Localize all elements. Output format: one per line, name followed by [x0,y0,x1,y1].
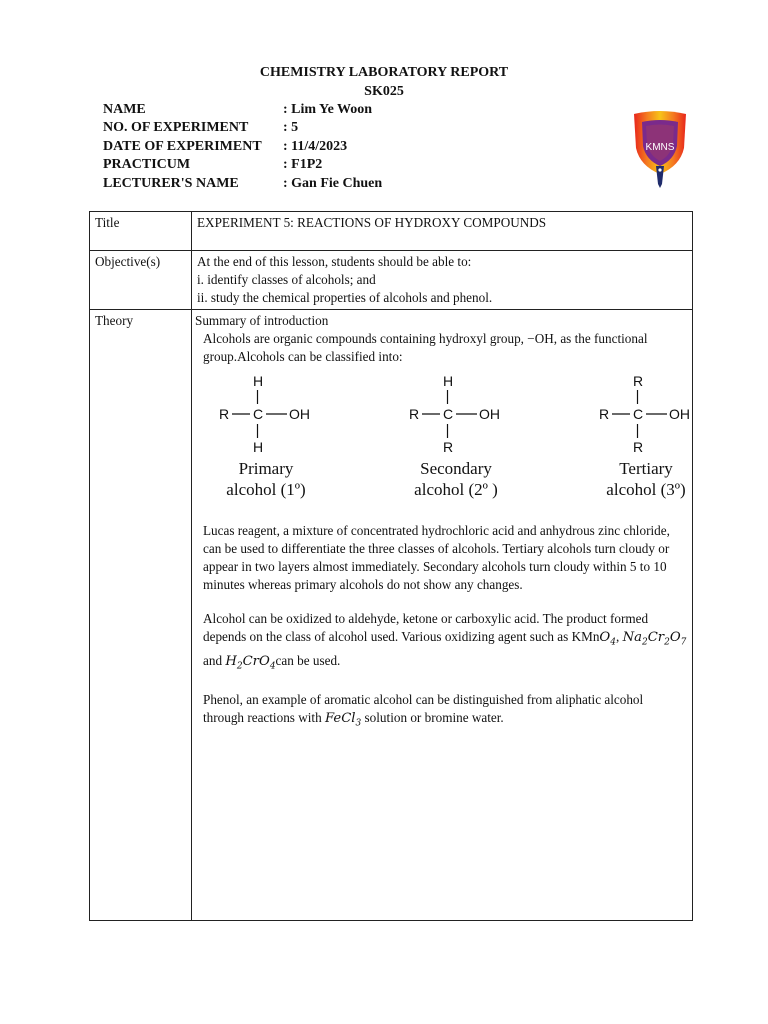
oxidation-paragraph: Alcohol can be oxidized to aldehyde, ketone or carboxylic acid. The product formed depends on the class of alcohol used. Various oxidizing agent such as KMnO$_4$, $Na_2Cr_2O_7$ and $H_2CrO_4can$ be used. [203,611,687,672]
objective-line: ii. study the chemical properties of alcohols and phenol. [197,290,493,305]
secondary-alcohol-diagram [401,372,511,458]
objective-line: At the end of this lesson, students should be able to: [197,254,472,269]
svg-text:OH: OH [669,406,690,422]
info-row-lecturer: LECTURER'S NAME : Gan Fie Chuen [103,175,383,191]
tertiary-alcohol-structure: R R C OH R Tertiary alcohol (3º) [591,372,741,500]
svg-text:R: R [409,406,420,422]
svg-text:H: H [253,439,264,455]
kmns-shield-icon [632,110,688,190]
info-row-name: NAME : Lim Ye Woon [103,102,373,117]
report-table [89,211,693,921]
theory-label: Theory [90,310,192,921]
alcohol-structures [203,372,690,522]
title-label: Title [90,212,192,251]
svg-text:H: H [253,373,264,389]
svg-text:C: C [253,406,264,422]
report-title: CHEMISTRY LABORATORY REPORT [259,65,509,80]
logo-text: KMNS [645,142,675,153]
svg-text:OH: OH [289,406,310,422]
svg-text:R: R [443,439,454,455]
svg-text:C: C [443,406,454,422]
row-title [90,212,693,251]
svg-text:R: R [219,406,230,422]
student-info [103,101,382,193]
theory-intro: Alcohols are organic compounds containing hydroxyl group, −OH, as the functional group.Alcohols can be classified into: [203,331,648,364]
objective-line: i. identify classes of alcohols; and [197,272,376,287]
svg-text:H: H [443,373,454,389]
primary-alcohol-structure: H R C OH H Primary alcohol (1º) [211,372,361,500]
title-value: EXPERIMENT 5: REACTIONS OF HYDROXY COMPOUNDS [192,212,693,251]
svg-text:R: R [633,373,644,389]
row-theory [90,310,693,921]
info-row-experiment: NO. OF EXPERIMENT : 5 [103,120,299,136]
row-objectives [90,251,693,310]
course-code: SK025 [364,84,404,99]
svg-text:R: R [633,439,644,455]
svg-text:R: R [599,406,610,422]
lucas-paragraph: Lucas reagent, a mixture of concentrated hydrochloric acid and anhydrous zinc chloride, can be used to differentiate the three classes of alcohols. Tertiary alcohols turn cloudy or appear in two layers almost immediately. Secondary alcohols turn cloudy within 5 to 10 minutes whereas primary alcohols do not show any changes. [203,523,670,592]
secondary-alcohol-structure: H R C OH R Secondary alcohol (2º ) [401,372,551,500]
primary-alcohol-diagram [211,372,321,458]
tertiary-alcohol-diagram [591,372,701,458]
theory-cell [192,310,693,921]
objective-label: Objective(s) [90,251,192,310]
info-row-date: DATE OF EXPERIMENT : 11/4/2023 [103,138,348,154]
info-row-practicum: PRACTICUM : F1P2 [103,157,323,173]
objective-cell [192,251,693,310]
phenol-paragraph: Phenol, an example of aromatic alcohol can be distinguished from aliphatic alcohol through reactions with FeCl$_3$ solution or bromine water. [203,692,644,729]
svg-text:OH: OH [479,406,500,422]
theory-heading: Summary of introduction [195,313,329,328]
svg-text:C: C [633,406,644,422]
